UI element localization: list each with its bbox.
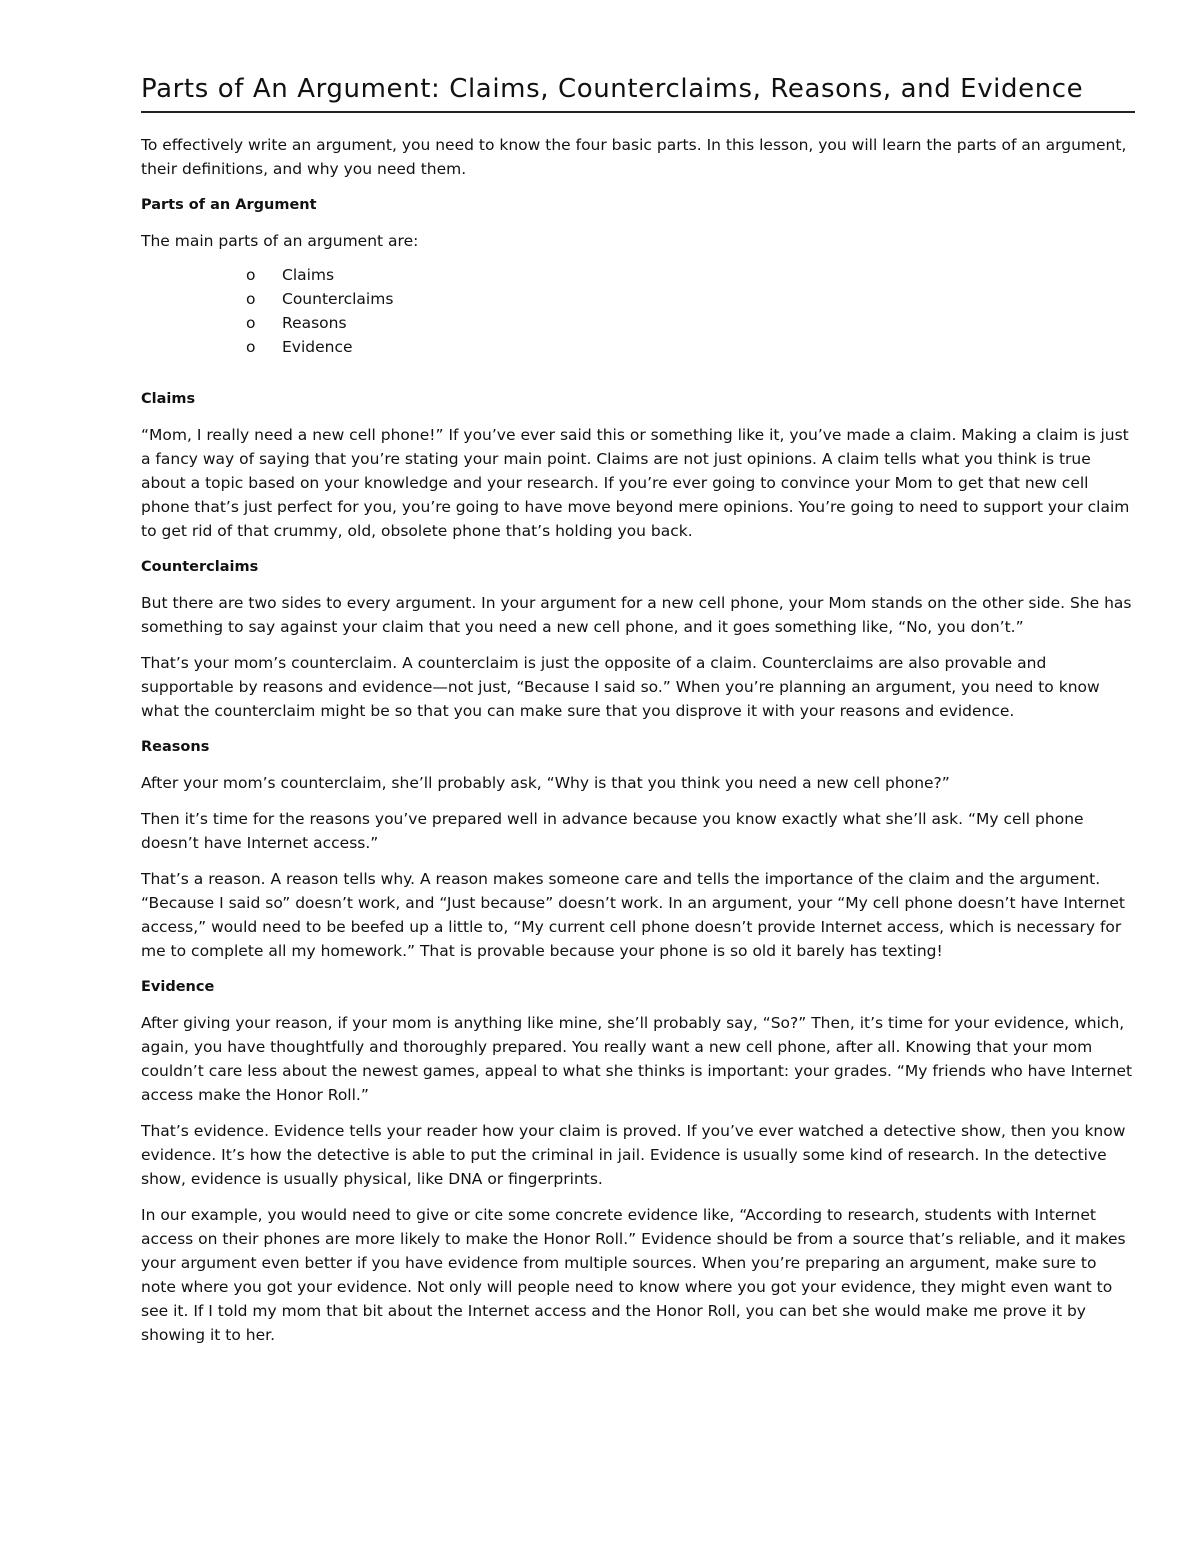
counterclaims-paragraph: But there are two sides to every argument. In your argument for a new cell phone, your Mom stands on the other side. She has something to say against your claim that you need a new cell phone, and it goes something like, “No, you don’t.” <box>141 594 1132 636</box>
parts-list <box>141 263 1135 359</box>
evidence-paragraph: That’s evidence. Evidence tells your reader how your claim is proved. If you’ve ever watched a detective show, then you know evidence. It’s how the detective is able to put the criminal in jail. Evidence is usually some kind of research. In the detective show, evidence is usually physical, like DNA or fingerprints. <box>141 1122 1126 1188</box>
list-item <box>246 287 1135 311</box>
list-item-label: Reasons <box>282 314 347 332</box>
bullet-icon: o <box>246 266 256 284</box>
section-heading-reasons: Reasons <box>141 739 210 755</box>
section-heading-evidence: Evidence <box>141 979 215 995</box>
parts-lead-text: The main parts of an argument are: <box>141 232 419 250</box>
intro-paragraph: To effectively write an argument, you need to know the four basic parts. In this lesson, you will learn the parts of an argument, their definitions, and why you need them. <box>141 136 1127 178</box>
section-heading-counterclaims: Counterclaims <box>141 559 259 575</box>
evidence-paragraph: In our example, you would need to give or cite some concrete evidence like, “According to research, students with Internet access on their phones are more likely to make the Honor Roll.” Evidence should be from a source that’s reliable, and it makes your argument even better if you have evidence from multiple sources. When you’re preparing an argument, make sure to note where you got your evidence. Not only will people need to know where you got your evidence, they might even want to see it. If I told my mom that bit about the Internet access and the Honor Roll, you can bet she would make me prove it by showing it to her. <box>141 1206 1126 1344</box>
reasons-paragraph: After your mom’s counterclaim, she’ll probably ask, “Why is that you think you need a new cell phone?” <box>141 774 950 792</box>
list-item-label: Evidence <box>282 338 353 356</box>
section-heading-parts: Parts of an Argument <box>141 197 317 213</box>
list-item-label: Claims <box>282 266 335 284</box>
counterclaims-paragraph: That’s your mom’s counterclaim. A counterclaim is just the opposite of a claim. Counterclaims are also provable and supportable by reasons and evidence—not just, “Because I said so.” When you’re planning an argument, you need to know what the counterclaim might be so that you can make sure that you disprove it with your reasons and evidence. <box>141 654 1100 720</box>
reasons-paragraph: Then it’s time for the reasons you’ve prepared well in advance because you know exactly what she’ll ask. “My cell phone doesn’t have Internet access.” <box>141 810 1084 852</box>
list-item <box>246 335 1135 359</box>
bullet-icon: o <box>246 290 256 308</box>
bullet-icon: o <box>246 314 256 332</box>
list-item <box>246 263 1135 287</box>
evidence-paragraph: After giving your reason, if your mom is anything like mine, she’ll probably say, “So?” Then, it’s time for your evidence, which, again, you have thoughtfully and thoroughly prepared. You really want a new cell phone, after all. Knowing that your mom couldn’t care less about the newest games, appeal to what she thinks is important: your grades. “My friends who have Internet access make the Honor Roll.” <box>141 1014 1133 1104</box>
claims-paragraph: “Mom, I really need a new cell phone!” If you’ve ever said this or something like it, you’ve made a claim. Making a claim is just a fancy way of saying that you’re stating your main point. Claims are not just opinions. A claim tells what you think is true about a topic based on your knowledge and your research. If you’re ever going to convince your Mom to get that new cell phone that’s just perfect for you, you’re going to have move beyond mere opinions. You’re going to need to support your claim to get rid of that crummy, old, obsolete phone that’s holding you back. <box>141 426 1130 540</box>
list-item-label: Counterclaims <box>282 290 394 308</box>
reasons-paragraph: That’s a reason. A reason tells why. A reason makes someone care and tells the importance of the claim and the argument. “Because I said so” doesn’t work, and “Just because” doesn’t work. In an argument, your “My cell phone doesn’t have Internet access,” would need to be beefed up a little to, “My current cell phone doesn’t provide Internet access, which is necessary for me to complete all my homework.” That is provable because your phone is so old it barely has texting! <box>141 870 1125 960</box>
list-item <box>246 311 1135 335</box>
page-title: Parts of An Argument: Claims, Counterclaims, Reasons, and Evidence <box>141 70 1135 113</box>
document-page <box>141 70 1135 1347</box>
section-heading-claims: Claims <box>141 391 196 407</box>
bullet-icon: o <box>246 338 256 356</box>
